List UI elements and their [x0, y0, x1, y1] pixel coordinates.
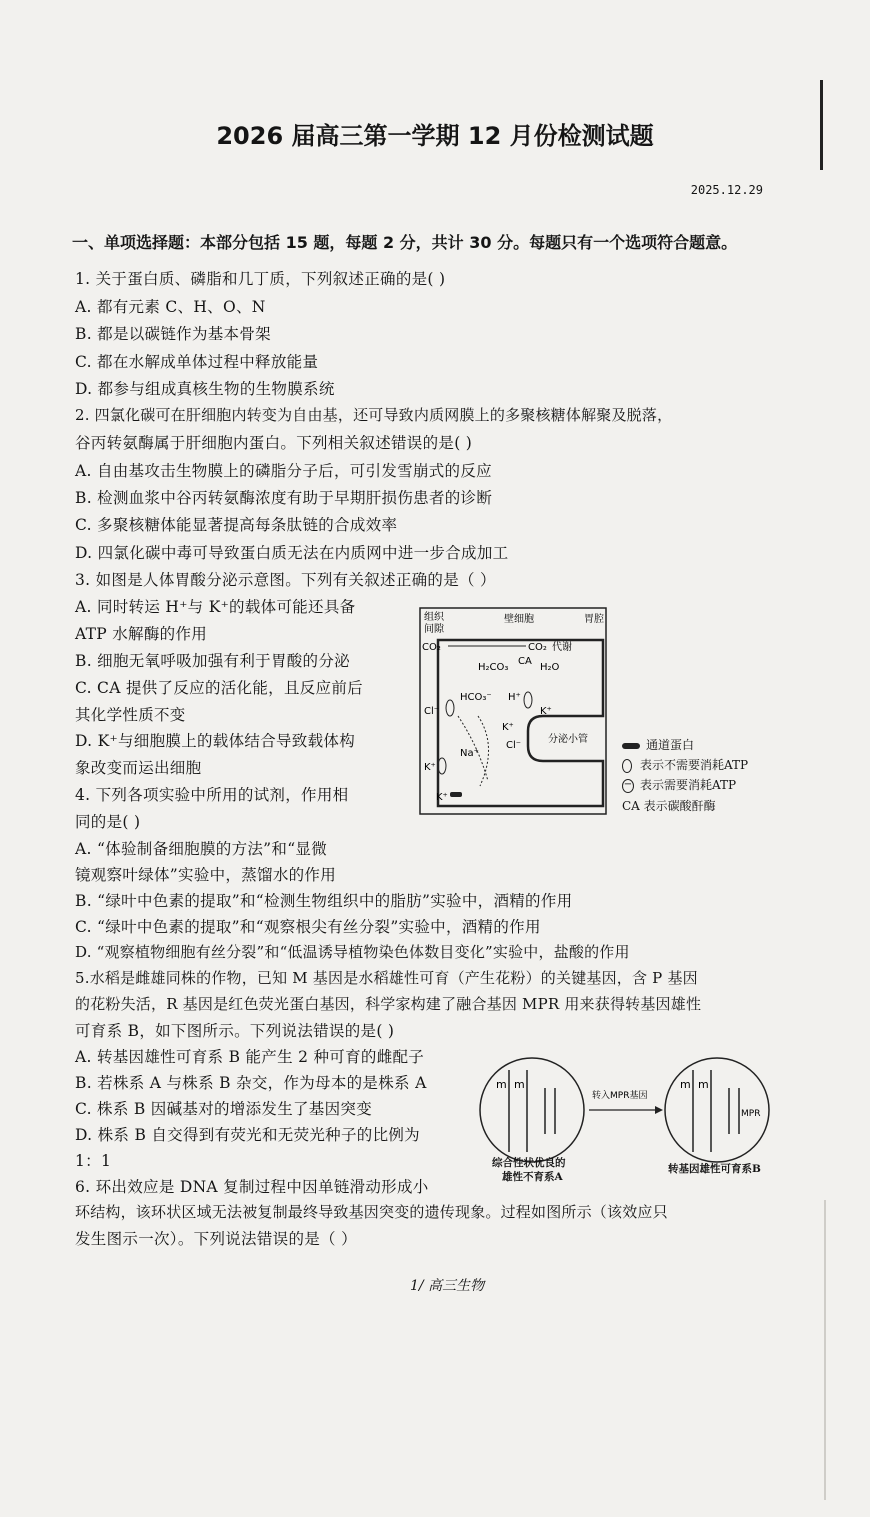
q1-option-b: B. 都是以碳链作为基本骨架 — [75, 325, 271, 343]
label-interstitial-1: 组织 — [424, 612, 444, 623]
label-cl-left: Cl⁻ — [424, 706, 440, 717]
gene-label-m3: m — [680, 1078, 691, 1091]
legend-channel — [622, 736, 694, 753]
q2-option-a: A. 自由基攻击生物膜上的磷脂分子后，可引发雪崩式的反应 — [75, 462, 492, 480]
label-parietal-cell: 壁细胞 — [504, 614, 534, 625]
q6-stem-line1: 6. 环出效应是 DNA 复制过程中因单链滑动形成小 — [75, 1178, 429, 1196]
q3-stem: 3. 如图是人体胃酸分泌示意图。下列有关叙述正确的是（ ） — [75, 571, 496, 589]
gene-label-mpr: MPR — [741, 1109, 761, 1119]
q5-option-d-line2: 1：1 — [75, 1152, 112, 1170]
q1-option-d: D. 都参与组成真核生物的生物膜系统 — [75, 380, 335, 398]
k-channel — [450, 792, 462, 797]
channel-protein-icon — [622, 743, 640, 749]
caption-strain-a-line1: 综合性状优良的 — [492, 1157, 566, 1169]
legend-no-atp-text: 表示不需要消耗ATP — [640, 758, 749, 772]
label-na: Na⁺ — [460, 748, 479, 759]
caption-strain-a-line2: 雄性不育系A — [502, 1171, 563, 1183]
label-co2-right: CO₂ — [528, 642, 547, 653]
q5-option-d-line1: D. 株系 B 自交得到有荧光和无荧光种子的比例为 — [75, 1126, 420, 1144]
caption-strain-b: 转基因雄性可育系B — [668, 1163, 761, 1175]
legend-no-atp — [622, 756, 748, 773]
label-ca: CA — [518, 656, 532, 667]
q4-option-d: D. “观察植物细胞有丝分裂”和“低温诱导植物染色体数目变化”实验中，盐酸的作用 — [75, 943, 630, 961]
q5-stem-line3: 可育系 B，如下图所示。下列说法错误的是( ) — [75, 1022, 395, 1040]
exam-title: 2026 届高三第一学期 12 月份检测试题 — [216, 122, 654, 150]
label-k-inner: K⁺ — [502, 722, 514, 733]
q4-stem-line2: 同的是( ) — [75, 813, 141, 831]
q3-option-c-line1: C. CA 提供了反应的活化能，且反应前后 — [75, 679, 363, 697]
label-cl-inner: Cl⁻ — [506, 740, 522, 751]
scan-edge-shadow — [824, 1200, 826, 1500]
proton-pump — [524, 692, 532, 708]
label-interstitial-2: 间隙 — [424, 624, 444, 635]
atp-pump-icon: − — [622, 779, 634, 793]
page-footer: 1/ 高三生物 — [410, 1278, 485, 1294]
label-canaliculus: 分泌小管 — [548, 734, 588, 745]
q6-stem-line2: 环结构，该环状区域无法被复制最终导致基因突变的遗传现象。过程如图所示（该效应只 — [75, 1203, 668, 1221]
q2-option-c: C. 多聚核糖体能显著提高每条肽链的合成效率 — [75, 516, 398, 534]
q3-option-c-line2: 其化学性质不变 — [75, 706, 186, 724]
q5-stem-line1: 5.水稻是雌雄同株的作物，已知 M 基因是水稻雄性可育（产生花粉）的关键基因，含 P 基因 — [75, 969, 698, 987]
q4-option-b: B. “绿叶中色素的提取”和“检测生物组织中的脂肪”实验中，酒精的作用 — [75, 892, 573, 910]
section-heading: 一、单项选择题：本部分包括 15 题，每题 2 分，共计 30 分。每题只有一个选项符合题意。 — [72, 233, 738, 252]
label-hco3: HCO₃⁻ — [460, 692, 492, 703]
label-metabolism: 代谢 — [552, 642, 572, 653]
label-k-bottom: K⁺ — [436, 792, 448, 803]
q3-option-d-line1: D. K⁺与细胞膜上的载体结合导致载体构 — [75, 732, 355, 750]
q2-option-d: D. 四氯化碳中毒可导致蛋白质无法在内质网中进一步合成加工 — [75, 544, 509, 562]
q1-stem: 1. 关于蛋白质、磷脂和几丁质，下列叙述正确的是( ) — [75, 270, 446, 288]
q3-option-a-line1: A. 同时转运 H⁺与 K⁺的载体可能还具备 — [75, 598, 356, 616]
q3-option-d-line2: 象改变而运出细胞 — [75, 759, 202, 777]
label-h2o: H₂O — [540, 662, 560, 673]
q5-option-b: B. 若株系 A 与株系 B 杂交，作为母本的是株系 A — [75, 1074, 427, 1092]
label-lumen: 胃腔 — [584, 614, 604, 625]
q5-stem-line2: 的花粉失活，R 基因是红色荧光蛋白基因，科学家构建了融合基因 MPR 用来获得转基因雄性 — [75, 995, 702, 1013]
legend-atp-text: 表示需要消耗ATP — [640, 778, 737, 792]
q2-option-b: B. 检测血浆中谷丙转氨酶浓度有助于早期肝损伤患者的诊断 — [75, 489, 493, 507]
legend-atp — [622, 776, 736, 793]
label-co2-left: CO₂ — [422, 642, 441, 653]
exam-date: 2025.12.29 — [690, 183, 763, 197]
label-h2co3: H₂CO₃ — [478, 662, 509, 673]
q4-option-c: C. “绿叶中色素的提取”和“观察根尖有丝分裂”实验中，酒精的作用 — [75, 918, 541, 936]
diffusion-path-2 — [478, 716, 489, 786]
cell-strain-a — [480, 1058, 584, 1162]
q4-stem-line1: 4. 下列各项实验中所用的试剂，作用相 — [75, 786, 349, 804]
q2-stem-line2: 谷丙转氨酶属于肝细胞内蛋白。下列相关叙述错误的是( ) — [75, 434, 473, 452]
q3-option-a-line2: ATP 水解酶的作用 — [75, 625, 208, 643]
carrier-icon — [622, 759, 632, 773]
q1-option-c: C. 都在水解成单体过程中释放能量 — [75, 353, 319, 371]
q1-option-a: A. 都有元素 C、H、O、N — [75, 298, 266, 316]
arrow-head-icon — [655, 1106, 663, 1114]
q3-option-b: B. 细胞无氧呼吸加强有利于胃酸的分泌 — [75, 652, 350, 670]
exchanger-carrier — [446, 700, 454, 716]
q5-option-a: A. 转基因雄性可育系 B 能产生 2 种可育的雌配子 — [75, 1048, 425, 1066]
transform-arrow-label: 转入MPR基因 — [592, 1091, 648, 1101]
legend-ca: CA 表示碳酸酐酶 — [622, 799, 716, 813]
label-h-plus: H⁺ — [508, 692, 521, 703]
label-k-right: K⁺ — [540, 706, 552, 717]
q4-option-a-line1: A. “体验制备细胞膜的方法”和“显微 — [75, 840, 328, 858]
gastric-acid-secretion-diagram — [418, 606, 608, 816]
gene-label-m1: m — [496, 1078, 507, 1091]
q5-option-c: C. 株系 B 因碱基对的增添发生了基因突变 — [75, 1100, 373, 1118]
gene-label-m2: m — [514, 1078, 525, 1091]
q4-option-a-line2: 镜观察叶绿体”实验中，蒸馏水的作用 — [75, 866, 337, 884]
q6-stem-line3: 发生图示一次）。下列说法错误的是（ ） — [75, 1230, 357, 1248]
q2-stem-line1: 2. 四氯化碳可在肝细胞内转变为自由基，还可导致内质网膜上的多聚核糖体解聚及脱落， — [75, 406, 673, 424]
gene-label-m4: m — [698, 1078, 709, 1091]
label-k-left: K⁺ — [424, 762, 436, 773]
legend-channel-text: 通道蛋白 — [646, 738, 695, 752]
